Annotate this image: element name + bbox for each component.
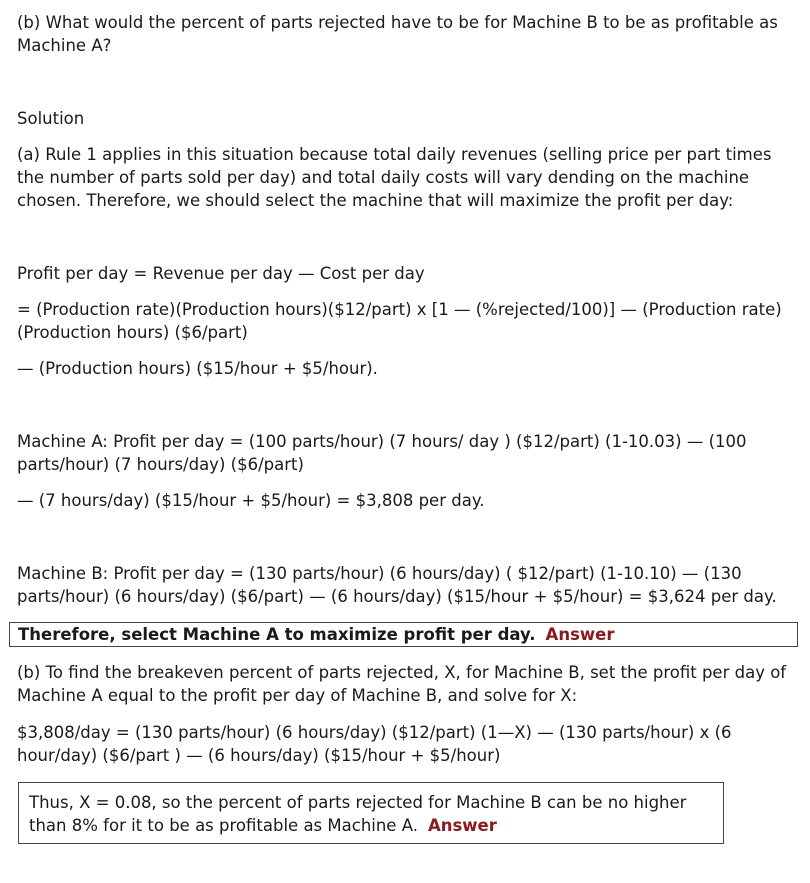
answer-label-b: Answer (427, 816, 497, 835)
breakeven-equation: $3,808/day = (130 parts/hour) (6 hours/day) ($12/part) (1—X) — (130 parts/hour) x (6 hour/day) ($6/part ) — (6 hours/day) ($15/hour + $5/hour) (17, 723, 732, 765)
answer-label-a: Answer (545, 625, 615, 644)
machine-a-line-2: — (7 hours/day) ($15/hour + $5/hour) = $3,808 per day. (17, 491, 485, 510)
profit-expansion-1: = (Production rate)(Production hours)($12/part) x [1 — (%rejected/100)] — (Production rate) (Production hours) ($6/part) (17, 300, 782, 342)
profit-expansion-2: — (Production hours) ($15/hour + $5/hour). (17, 359, 378, 378)
machine-a-line-1: Machine A: Profit per day = (100 parts/hour) (7 hours/ day ) ($12/part) (1-10.03) — (100 parts/hour) (7 hours/day) ($6/part) (17, 432, 747, 474)
conclusion-b-text: Thus, X = 0.08, so the percent of parts rejected for Machine B can be no higher than 8% for it to be as profitable as Machine A. (29, 793, 687, 835)
conclusion-a-box (9, 622, 798, 647)
question-b: (b) What would the percent of parts rejected have to be for Machine B to be as profitable as Machine A? (17, 13, 778, 55)
part-a-intro: (a) Rule 1 applies in this situation because total daily revenues (selling price per part times the number of parts sold per day) and total daily costs will vary dending on the machine chosen. Therefore, we should select the machine that will maximize the profit per day: (17, 145, 772, 210)
profit-definition: Profit per day = Revenue per day — Cost per day (17, 264, 425, 283)
conclusion-b-box (18, 782, 724, 844)
solution-heading: Solution (17, 109, 85, 128)
machine-b-line: Machine B: Profit per day = (130 parts/hour) (6 hours/day) ( $12/part) (1-10.10) — (130 parts/hour) (6 hours/day) ($6/part) — (6 hours/day) ($15/hour + $5/hour) = $3,624 per day. (17, 564, 777, 606)
conclusion-a-text: Therefore, select Machine A to maximize profit per day. (18, 625, 536, 644)
part-b-intro: (b) To find the breakeven percent of parts rejected, X, for Machine B, set the profit per day of Machine A equal to the profit per day of Machine B, and solve for X: (17, 663, 787, 705)
